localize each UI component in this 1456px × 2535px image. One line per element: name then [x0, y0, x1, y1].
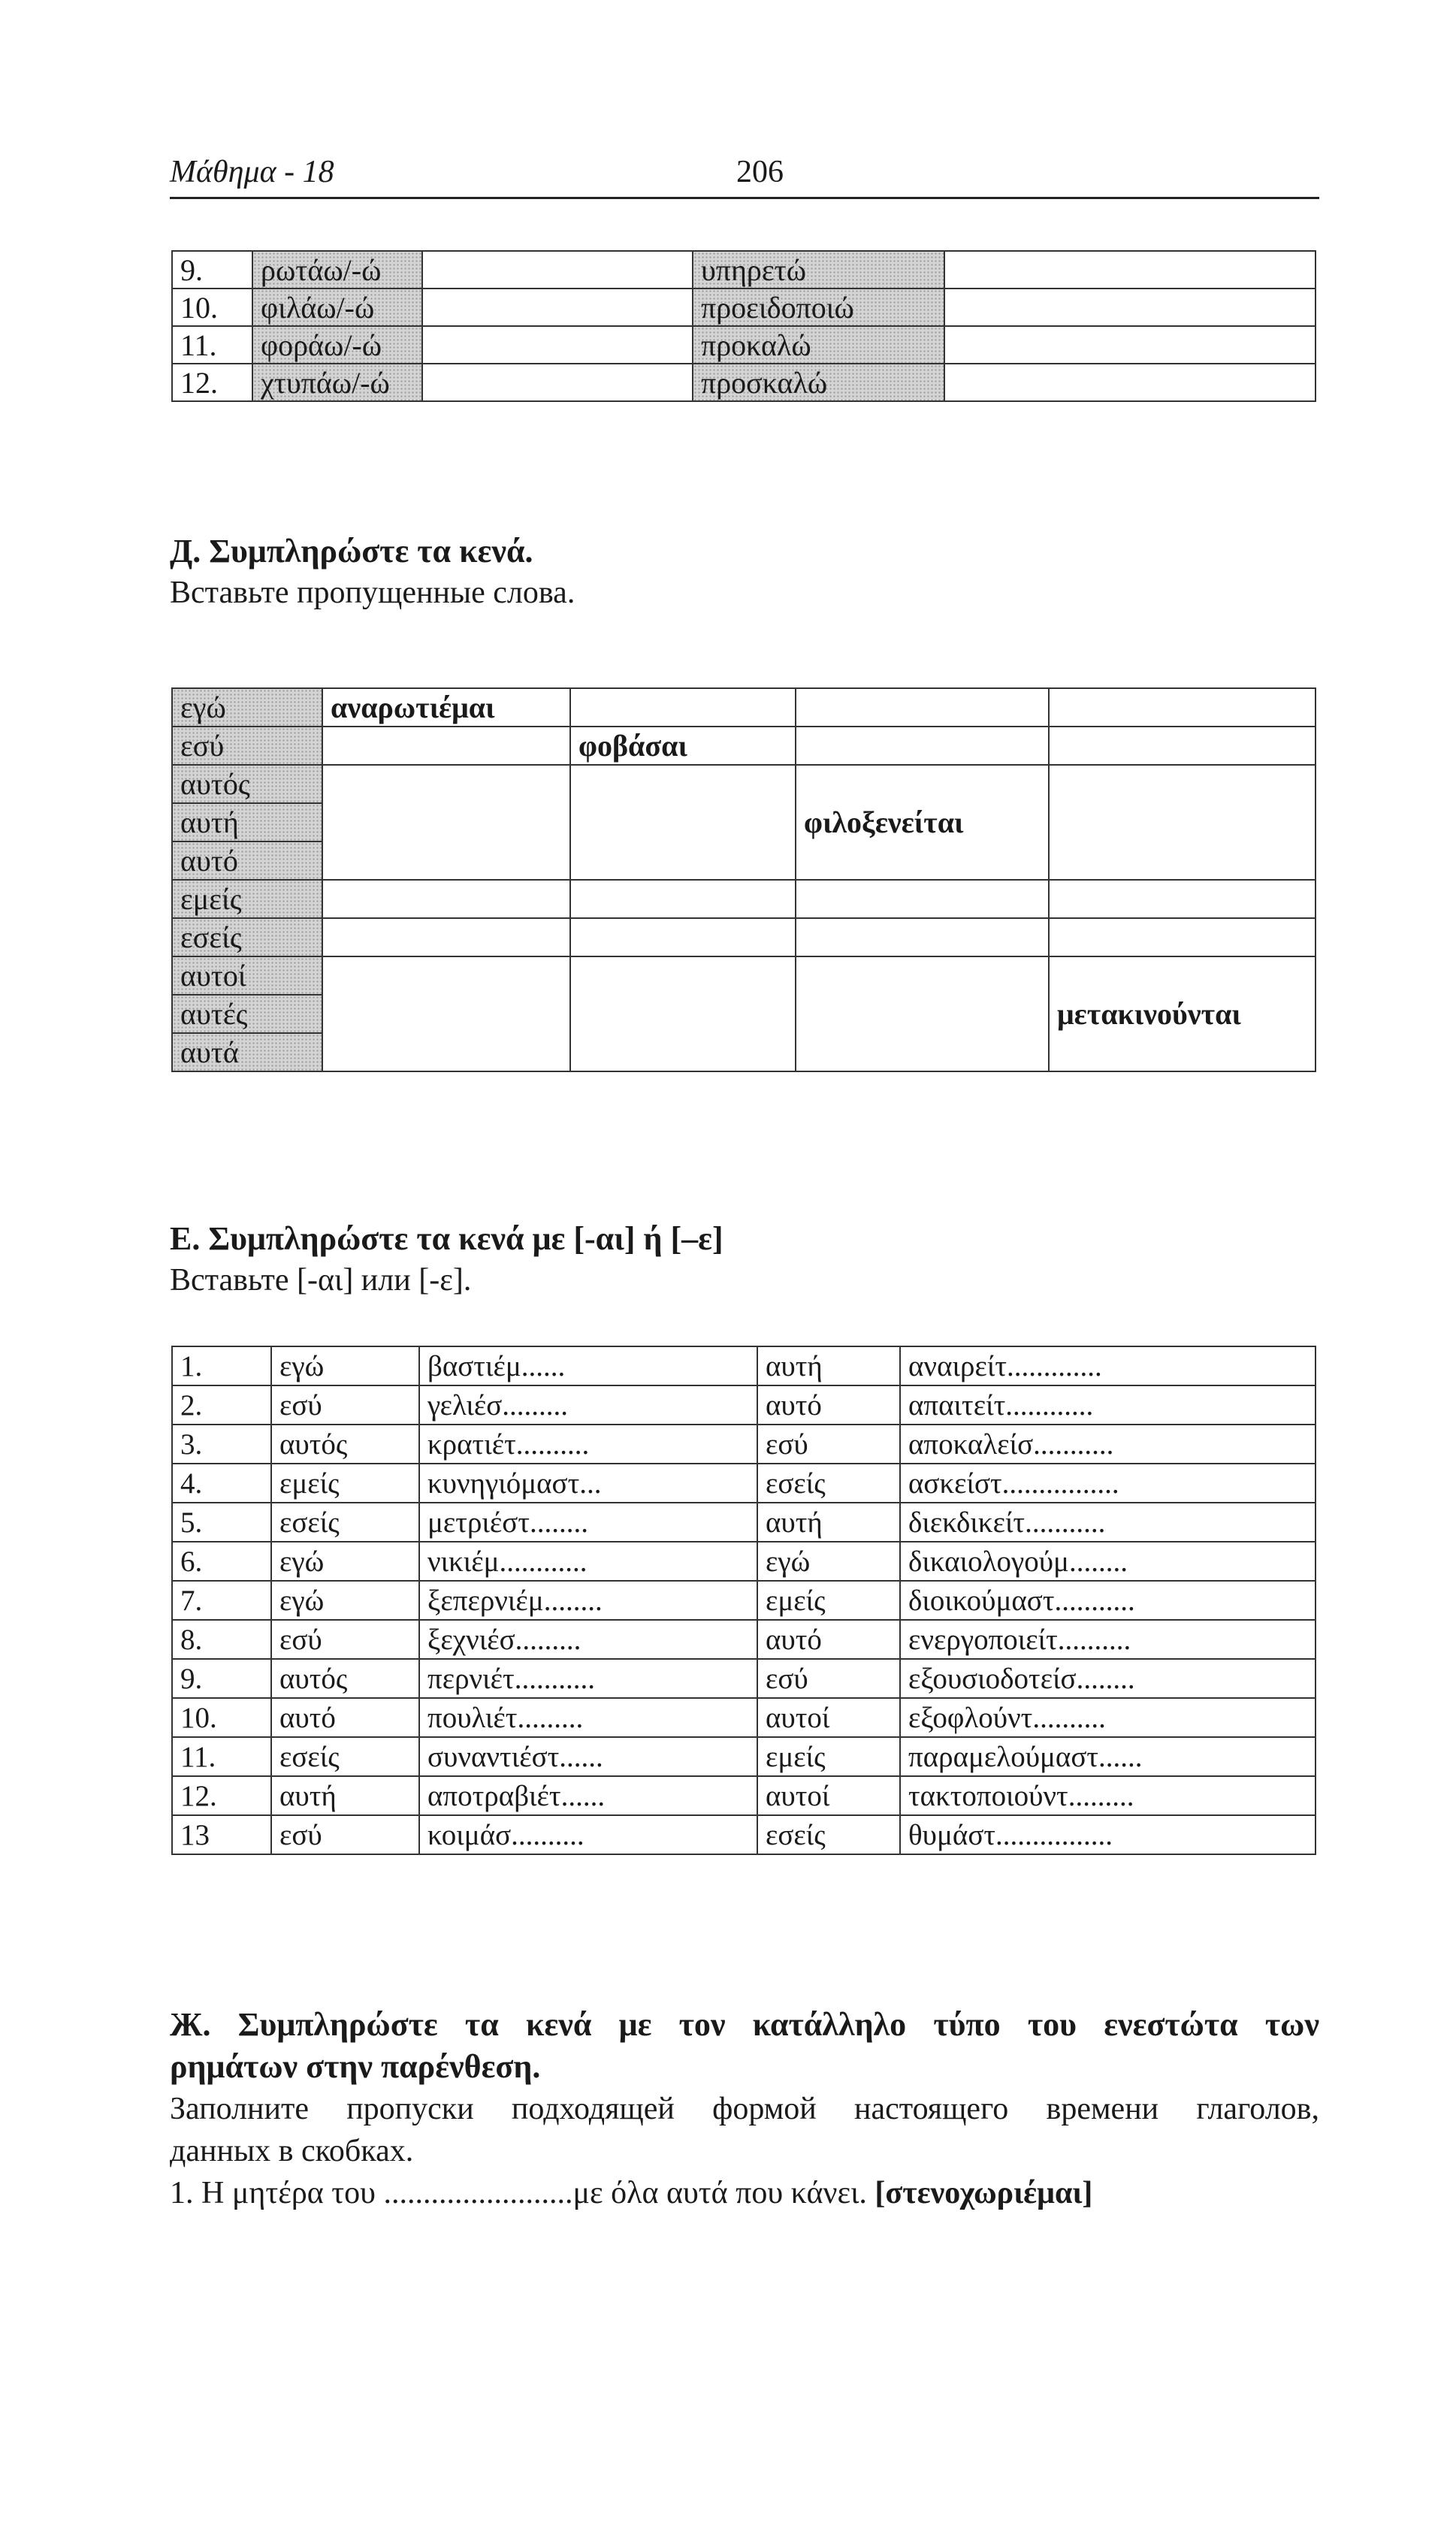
blank-cell[interactable]: [422, 364, 693, 401]
blank-cell[interactable]: [796, 918, 1049, 956]
verb-blank-cell[interactable]: απαιτείτ............: [900, 1385, 1316, 1425]
blank-cell[interactable]: [422, 326, 693, 364]
section-e-title: Е. Συμπληρώστε τα κενά με [-αι] ή [–ε]: [170, 1220, 723, 1257]
section-zh-title-line1: Ж. Συμπληρώστε τα κενά με τον κατάλληλο τύπο του ενεστώτα των: [170, 2006, 1319, 2043]
row-number: 10.: [172, 289, 252, 326]
pronoun-cell: εμείς: [757, 1737, 900, 1776]
verb-blank-cell[interactable]: περνιέτ...........: [419, 1659, 757, 1698]
pronoun-cell: αυτό: [757, 1385, 900, 1425]
blank-cell[interactable]: [322, 918, 570, 956]
pronoun-cell: εγώ: [271, 1346, 419, 1385]
blank-cell[interactable]: [322, 956, 570, 1071]
verb-table-continued: [171, 250, 1316, 402]
row-number: 9.: [172, 1659, 271, 1698]
verb-cell: φιλάω/-ώ: [252, 289, 422, 326]
verb-blank-cell[interactable]: κρατιέτ..........: [419, 1425, 757, 1464]
blank-cell[interactable]: [570, 956, 796, 1071]
verb-blank-cell[interactable]: πουλιέτ.........: [419, 1698, 757, 1737]
lesson-header: Μάθημα - 18: [170, 155, 334, 189]
pronoun-cell: εσείς: [757, 1464, 900, 1503]
row-number: 8.: [172, 1620, 271, 1659]
verb-blank-cell[interactable]: ξεπερνιέμ........: [419, 1581, 757, 1620]
verb-cell: προσκαλώ: [693, 364, 944, 401]
table-row: [172, 1659, 1316, 1698]
pronoun-cell: αυτός: [271, 1425, 419, 1464]
pronoun-cell: αυτός: [271, 1659, 419, 1698]
pronoun-cell: αυτοί: [757, 1698, 900, 1737]
blank-cell[interactable]: [796, 956, 1049, 1071]
row-number: 4.: [172, 1464, 271, 1503]
row-number: 2.: [172, 1385, 271, 1425]
verb-blank-cell[interactable]: νικιέμ............: [419, 1542, 757, 1581]
table-row: [172, 1385, 1316, 1425]
pronoun-cell: αυτό: [271, 1698, 419, 1737]
pronoun-cell: εσύ: [271, 1815, 419, 1854]
verb-blank-cell[interactable]: θυμάστ................: [900, 1815, 1316, 1854]
verb-blank-cell[interactable]: ενεργοποιείτ..........: [900, 1620, 1316, 1659]
table-row: [172, 289, 1316, 326]
blank-cell[interactable]: [322, 765, 570, 880]
table-row: [172, 1581, 1316, 1620]
table-row: [172, 364, 1316, 401]
pronoun-cell: αυτό: [757, 1620, 900, 1659]
verb-cell: προκαλώ: [693, 326, 944, 364]
blank-cell[interactable]: [944, 251, 1316, 289]
section-d-subtitle: Вставьте пропущенные слова.: [170, 576, 575, 610]
verb-blank-cell[interactable]: βαστιέμ......: [419, 1346, 757, 1385]
blank-cell[interactable]: [422, 251, 693, 289]
pronoun-cell: εσείς: [757, 1815, 900, 1854]
pronoun-cell: εμείς: [757, 1581, 900, 1620]
row-number: 10.: [172, 1698, 271, 1737]
verb-blank-cell[interactable]: εξουσιοδοτείσ........: [900, 1659, 1316, 1698]
pronoun-cell: αυτή: [757, 1503, 900, 1542]
verb-blank-cell[interactable]: εξοφλούντ..........: [900, 1698, 1316, 1737]
row-number: 5.: [172, 1503, 271, 1542]
pronoun-cell: εμείς: [172, 880, 322, 918]
blank-cell[interactable]: [570, 918, 796, 956]
blank-cell[interactable]: [796, 880, 1049, 918]
pronoun-cell: εσείς: [271, 1503, 419, 1542]
section-zh-subtitle-line1: Заполните пропуски подходящей формой настоящего времени глаголов,: [170, 2092, 1319, 2126]
row-number: 6.: [172, 1542, 271, 1581]
section-e-subtitle: Вставьте [-αι] или [-ε].: [170, 1263, 472, 1298]
blank-cell[interactable]: [796, 688, 1049, 727]
pronoun-cell: αυτή: [271, 1776, 419, 1815]
verb-blank-cell[interactable]: κυνηγιόμαστ...: [419, 1464, 757, 1503]
table-row: [172, 1815, 1316, 1854]
verb-form-cell: μετακινούνται: [1049, 956, 1316, 1071]
verb-blank-cell[interactable]: αποτραβιέτ......: [419, 1776, 757, 1815]
blank-cell[interactable]: [1049, 880, 1316, 918]
verb-blank-cell[interactable]: αποκαλείσ...........: [900, 1425, 1316, 1464]
table-row: [172, 1698, 1316, 1737]
verb-cell: υπηρετώ: [693, 251, 944, 289]
verb-blank-cell[interactable]: δικαιολογούμ........: [900, 1542, 1316, 1581]
pronoun-cell: εσύ: [271, 1620, 419, 1659]
pronoun-cell: εγώ: [172, 688, 322, 727]
pronoun-cell: εμείς: [271, 1464, 419, 1503]
table-row: [172, 1620, 1316, 1659]
table-row: [172, 326, 1316, 364]
pronoun-cell: αυτοί: [172, 956, 322, 995]
pronoun-cell: εσείς: [271, 1737, 419, 1776]
table-row: [172, 1346, 1316, 1385]
blank-cell[interactable]: [322, 727, 570, 765]
blank-cell[interactable]: [570, 688, 796, 727]
verb-form-cell: αναρωτιέμαι: [322, 688, 570, 727]
verb-blank-cell[interactable]: μετριέστ........: [419, 1503, 757, 1542]
row-number: 3.: [172, 1425, 271, 1464]
row-number: 1.: [172, 1346, 271, 1385]
section-d-title: Д. Συμπληρώστε τα κενά.: [170, 533, 533, 570]
blank-cell[interactable]: [1049, 727, 1316, 765]
blank-cell[interactable]: [944, 326, 1316, 364]
section-zh-title-line2: ρημάτων στην παρένθεση.: [170, 2048, 541, 2085]
verb-form-cell: φοβάσαι: [570, 727, 796, 765]
table-row: [172, 1503, 1316, 1542]
blank-cell[interactable]: [1049, 688, 1316, 727]
blank-cell[interactable]: [796, 727, 1049, 765]
table-row: [172, 251, 1316, 289]
verb-blank-cell[interactable]: κοιμάσ..........: [419, 1815, 757, 1854]
verb-form-cell: φιλοξενείται: [796, 765, 1049, 880]
row-number: 12.: [172, 364, 252, 401]
blank-cell[interactable]: [944, 289, 1316, 326]
blank-cell[interactable]: [322, 880, 570, 918]
table-row: [172, 1425, 1316, 1464]
exercise-sentence: 1. Η μητέρα του ........................με όλα αυτά που κάνει.: [170, 2176, 867, 2210]
verb-blank-cell[interactable]: διεκδικείτ...........: [900, 1503, 1316, 1542]
blank-cell[interactable]: [944, 364, 1316, 401]
verb-cell: χτυπάω/-ώ: [252, 364, 422, 401]
blank-cell[interactable]: [422, 289, 693, 326]
table-row: [172, 1776, 1316, 1815]
pronoun-cell: αυτό: [172, 841, 322, 880]
row-number: 7.: [172, 1581, 271, 1620]
exercise-verb-hint: [στενοχωριέμαι]: [875, 2176, 1093, 2210]
blank-cell[interactable]: [1049, 918, 1316, 956]
row-number: 13: [172, 1815, 271, 1854]
table-row: [172, 1542, 1316, 1581]
verb-cell: προειδοποιώ: [693, 289, 944, 326]
pronoun-cell: εσύ: [757, 1659, 900, 1698]
pronoun-cell: εσύ: [757, 1425, 900, 1464]
pronoun-cell: εγώ: [757, 1542, 900, 1581]
blank-cell[interactable]: [570, 765, 796, 880]
verb-cell: ρωτάω/-ώ: [252, 251, 422, 289]
pronoun-cell: αυτοί: [757, 1776, 900, 1815]
verb-blank-cell[interactable]: παραμελούμαστ......: [900, 1737, 1316, 1776]
page-number: 206: [736, 155, 784, 189]
verb-blank-cell[interactable]: διοικούμαστ...........: [900, 1581, 1316, 1620]
row-number: 12.: [172, 1776, 271, 1815]
row-number: 11.: [172, 1737, 271, 1776]
pronoun-cell: εγώ: [271, 1542, 419, 1581]
blank-cell[interactable]: [1049, 765, 1316, 880]
pronoun-cell: εγώ: [271, 1581, 419, 1620]
verb-blank-cell[interactable]: ξεχνιέσ.........: [419, 1620, 757, 1659]
row-number: 11.: [172, 326, 252, 364]
pronoun-cell: αυτά: [172, 1033, 322, 1071]
section-zh-subtitle-line2: данных в скобках.: [170, 2134, 414, 2168]
pronoun-cell: αυτή: [757, 1346, 900, 1385]
table-row: [172, 1737, 1316, 1776]
row-number: 9.: [172, 251, 252, 289]
verb-blank-cell[interactable]: τακτοποιούντ.........: [900, 1776, 1316, 1815]
verb-blank-cell[interactable]: συναντιέστ......: [419, 1737, 757, 1776]
pronoun-cell: αυτές: [172, 995, 322, 1033]
conjugation-table: [171, 687, 1316, 1072]
pronoun-cell: αυτός: [172, 765, 322, 803]
verb-blank-cell[interactable]: ασκείστ................: [900, 1464, 1316, 1503]
pronoun-cell: εσείς: [172, 918, 322, 956]
ending-exercise-table: [171, 1346, 1316, 1855]
verb-blank-cell[interactable]: αναιρείτ.............: [900, 1346, 1316, 1385]
pronoun-cell: εσύ: [172, 727, 322, 765]
verb-blank-cell[interactable]: γελιέσ.........: [419, 1385, 757, 1425]
blank-cell[interactable]: [570, 880, 796, 918]
verb-cell: φοράω/-ώ: [252, 326, 422, 364]
table-row: [172, 1464, 1316, 1503]
pronoun-cell: εσύ: [271, 1385, 419, 1425]
exercise-item: [170, 2173, 1319, 2213]
header-rule: [170, 197, 1319, 199]
pronoun-cell: αυτή: [172, 803, 322, 841]
